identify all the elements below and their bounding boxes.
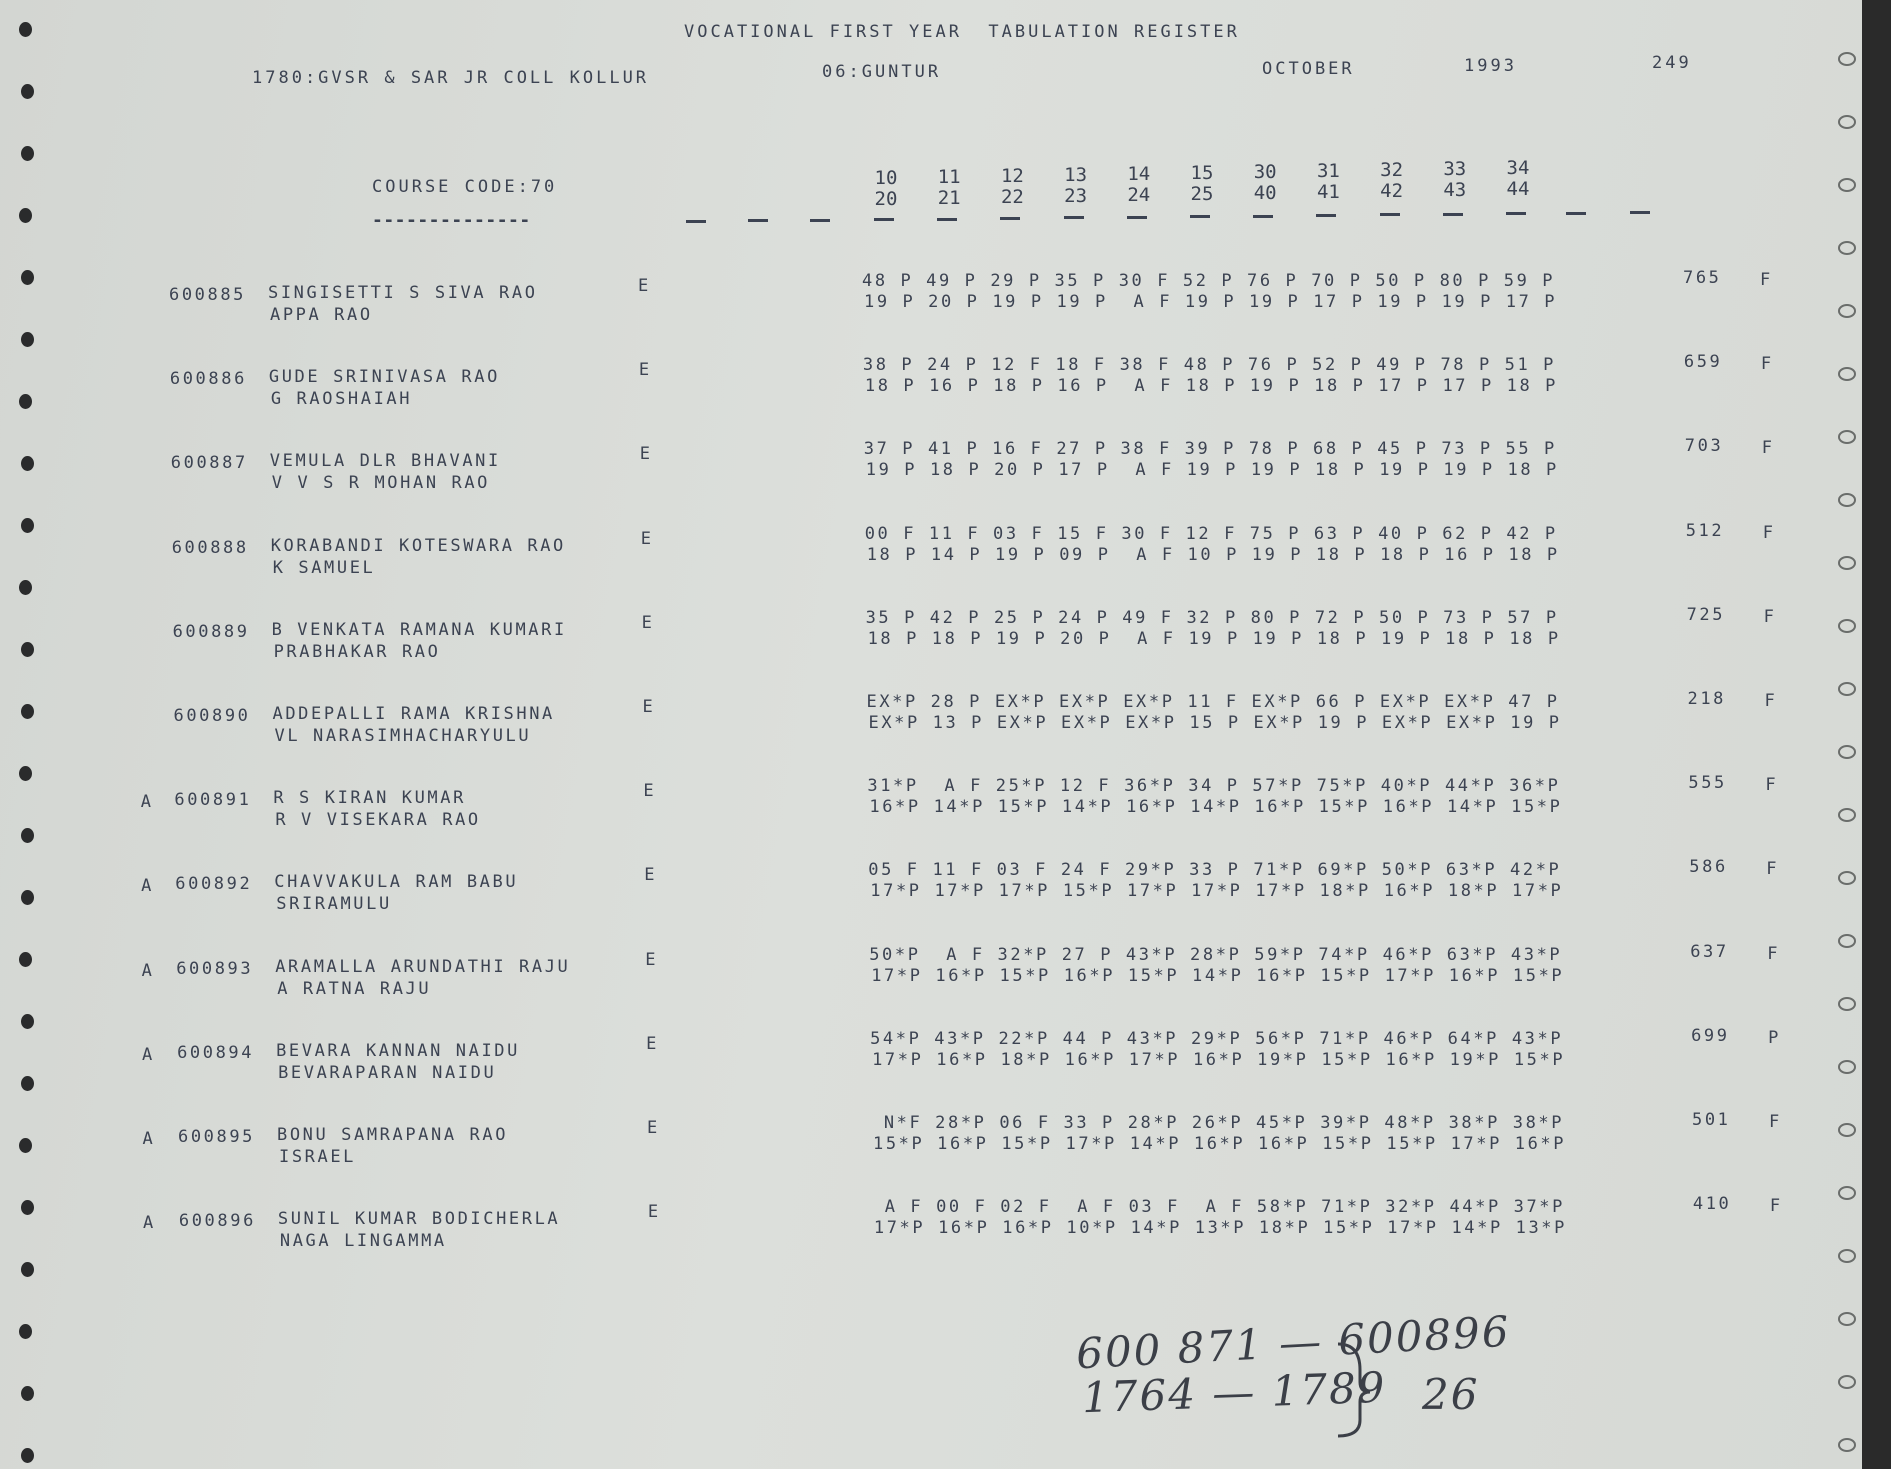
student-name: B VENKATA RAMANA KUMARI [271,619,567,640]
sprocket-hole [21,1448,34,1463]
marks-line-2: 16*P 14*P 15*P 14*P 16*P 14*P 16*P 15*P 16*P 14*P 15*P [869,797,1563,818]
subject-code: 32 [1380,159,1404,181]
roll-number: 600894 [177,1042,255,1063]
sprocket-hole [21,456,34,471]
sprocket-hole [1838,1438,1856,1452]
column-rule [810,219,830,222]
total-marks: 586 [1689,857,1728,878]
sprocket-hole [19,22,32,37]
subject-code: 20 [874,188,898,210]
exam-month: OCTOBER [1262,59,1355,79]
column-rule [1566,212,1586,215]
sprocket-hole [21,518,34,533]
right-sprocket-holes [1838,0,1858,1469]
roll-number: 600889 [172,621,250,642]
subject-code: 14 [1127,163,1151,185]
sprocket-hole [1838,241,1856,255]
column-rule [1506,212,1526,215]
total-marks: 703 [1684,436,1724,457]
result: F [1760,270,1773,290]
sprocket-hole [1838,1123,1856,1137]
result: F [1769,1196,1783,1217]
medium: E [643,781,657,802]
roll-number: 600893 [176,958,254,979]
subject-code: 40 [1253,182,1277,204]
sprocket-hole [21,270,34,285]
medium: E [638,360,652,381]
marks-line-1: 35 P 42 P 25 P 24 P 49 F 32 P 80 P 72 P 50 P 73 P 57 P [865,607,1559,628]
marks-line-2: 17*P 16*P 18*P 16*P 17*P 16*P 19*P 15*P 16*P 19*P 15*P [872,1049,1566,1070]
exam-year: 1993 [1464,56,1517,76]
sprocket-hole [19,1324,32,1339]
sprocket-hole [21,1014,34,1029]
subject-code: 24 [1127,184,1151,206]
sprocket-hole [21,704,34,719]
sprocket-hole [19,766,32,781]
student-name: SUNIL KUMAR BODICHERLA [277,1209,561,1230]
subject-code: 12 [1000,165,1024,187]
medium: E [638,276,651,296]
subject-code: 42 [1380,180,1404,202]
sprocket-hole [1838,934,1856,948]
subject-code: 25 [1190,183,1214,205]
column-rule [686,220,706,223]
absent-flag: A [140,792,154,813]
column-rule [1630,211,1650,214]
student-name: SINGISETTI S SIVA RAO [268,283,538,303]
district-name: 06:GUNTUR [822,62,942,82]
sprocket-hole [1838,52,1856,66]
absent-flag: A [142,1129,156,1149]
roll-number: 600887 [170,453,248,474]
subject-code: 10 [874,167,898,189]
result: F [1765,775,1779,796]
absent-flag: A [141,876,154,897]
medium: E [640,528,654,549]
result: F [1764,691,1778,711]
sprocket-hole [1838,619,1856,633]
marks-line-1: 37 P 41 P 16 F 27 P 38 F 39 P 78 P 68 P 45 P 73 P 55 P [863,439,1557,460]
marks-line-2: 17*P 17*P 17*P 15*P 17*P 17*P 17*P 18*P 16*P 18*P 17*P [870,881,1564,902]
column-rule [748,219,768,222]
marks-line-1: A F 00 F 02 F A F 03 F A F 58*P 71*P 32*P 44*P 37*P [871,1197,1565,1218]
student-name: KORABANDI KOTESWARA RAO [270,535,566,556]
marks-line-1: 48 P 49 P 29 P 35 P 30 F 52 P 76 P 70 P 50 P 80 P 59 P [862,271,1556,291]
column-rule [1190,215,1210,218]
father-name: VL NARASIMHACHARYULU [274,726,532,746]
medium: E [645,949,659,970]
father-name: APPA RAO [270,305,373,325]
sprocket-hole [21,642,34,657]
total-marks: 725 [1686,604,1726,625]
father-name: PRABHAKAR RAO [273,641,441,662]
sprocket-hole [1838,367,1856,381]
total-marks: 555 [1688,773,1727,794]
result: F [1763,606,1777,627]
student-name: CHAVVAKULA RAM BABU [274,872,519,893]
sprocket-hole [1838,115,1856,129]
student-name: VEMULA DLR BHAVANI [269,451,501,472]
father-name: NAGA LINGAMMA [279,1231,447,1252]
roll-number: 600888 [171,537,249,558]
total-marks: 512 [1685,520,1725,541]
sprocket-hole [1838,997,1856,1011]
total-marks: 637 [1690,941,1729,962]
subject-code: 44 [1506,178,1530,200]
sprocket-hole [1838,1375,1856,1389]
marks-line-2: 18 P 14 P 19 P 09 P A F 10 P 19 P 18 P 18 P 16 P 18 P [866,544,1560,565]
sprocket-hole [21,1076,34,1091]
roll-number: 600885 [169,285,247,305]
subject-code: 34 [1506,157,1530,179]
student-name: GUDE SRINIVASA RAO [268,367,500,388]
absent-flag: A [142,1213,156,1234]
medium: E [641,612,655,633]
total-marks: 699 [1691,1025,1730,1046]
marks-line-2: 15*P 16*P 15*P 17*P 14*P 16*P 16*P 15*P 15*P 17*P 16*P [873,1134,1567,1154]
father-name: A RATNA RAJU [277,978,432,999]
column-rule [874,218,894,221]
sprocket-hole [1838,430,1856,444]
sprocket-hole [1838,304,1856,318]
handwritten-brace [1330,1340,1400,1440]
roll-number: 600886 [169,369,247,390]
sprocket-hole [1838,1249,1856,1263]
sprocket-hole [21,828,34,843]
sprocket-hole [1838,1312,1856,1326]
sprocket-hole [1838,682,1856,696]
sprocket-hole [1838,808,1856,822]
marks-line-2: EX*P 13 P EX*P EX*P EX*P 15 P EX*P 19 P EX*P EX*P 19 P [868,713,1562,733]
total-marks: 410 [1692,1194,1732,1215]
father-name: G RAOSHAIAH [270,389,413,410]
total-marks: 218 [1687,689,1727,709]
sprocket-hole [1838,871,1856,885]
father-name: SRIRAMULU [276,894,392,915]
sprocket-hole [21,1200,34,1215]
result: P [1768,1027,1781,1048]
student-name: BEVARA KANNAN NAIDU [276,1040,520,1061]
course-code: COURSE CODE:70 [372,177,558,197]
result: F [1766,859,1780,880]
marks-line-2: 18 P 16 P 18 P 16 P A F 18 P 19 P 18 P 17 P 17 P 18 P [864,376,1558,397]
marks-line-2: 17*P 16*P 16*P 10*P 14*P 13*P 18*P 15*P 17*P 14*P 13*P [873,1218,1567,1239]
student-name: ARAMALLA ARUNDATHI RAJU [275,956,571,977]
roll-number: 600891 [174,790,252,811]
column-rule [1443,213,1463,216]
column-rule [1064,216,1084,219]
subject-code: 15 [1190,162,1214,184]
roll-number: 600892 [175,874,253,895]
marks-line-1: N*F 28*P 06 F 33 P 28*P 26*P 45*P 39*P 48*P 38*P 38*P [871,1113,1565,1133]
register-title: VOCATIONAL FIRST YEAR TABULATION REGISTER [684,22,1240,42]
sprocket-hole [1838,1186,1856,1200]
college-name: 1780:GVSR & SAR JR COLL KOLLUR [252,68,650,88]
sprocket-hole [19,952,32,967]
total-marks: 659 [1683,352,1723,373]
result: F [1769,1112,1782,1132]
subject-code: 11 [937,166,961,188]
subject-code: 23 [1064,185,1088,207]
sprocket-hole [21,890,34,905]
roll-number: 600890 [173,706,251,726]
subject-code: 13 [1064,164,1088,186]
sprocket-hole [1838,493,1856,507]
marks-line-2: 18 P 18 P 19 P 20 P A F 19 P 19 P 18 P 19 P 18 P 18 P [867,628,1561,649]
result: F [1761,438,1775,459]
course-code-underline: -------------- [372,210,531,231]
marks-line-1: 50*P A F 32*P 27 P 43*P 28*P 59*P 74*P 46*P 63*P 43*P [869,944,1563,965]
father-name: ISRAEL [279,1147,357,1167]
father-name: V V S R MOHAN RAO [271,473,490,494]
medium: E [639,444,653,465]
sprocket-hole [1838,556,1856,570]
subject-code: 31 [1316,160,1340,182]
absent-flag: A [142,1044,155,1065]
father-name: BEVARAPARAN NAIDU [278,1062,497,1083]
column-rule [937,218,957,221]
subject-code: 21 [937,187,961,209]
sprocket-hole [1838,1060,1856,1074]
sprocket-hole [21,1386,34,1401]
father-name: K SAMUEL [272,557,376,578]
medium: E [647,1118,660,1138]
column-rule [1253,215,1273,218]
handwritten-serial-range: 1764 — 1789 [1081,1362,1388,1423]
result: F [1762,522,1776,543]
student-name: ADDEPALLI RAMA KRISHNA [272,704,555,724]
total-marks: 501 [1692,1110,1731,1130]
subject-code: 30 [1253,161,1277,183]
marks-line-1: 31*P A F 25*P 12 F 36*P 34 P 57*P 75*P 40*P 44*P 36*P [867,776,1561,797]
handwritten-count: 26 [1422,1370,1480,1419]
roll-number: 600896 [178,1211,256,1232]
subject-code: 33 [1443,158,1467,180]
page-number: 249 [1652,53,1692,73]
marks-line-1: 05 F 11 F 03 F 24 F 29*P 33 P 71*P 69*P 50*P 63*P 42*P [868,860,1562,881]
subject-code: 43 [1443,179,1467,201]
sprocket-hole [21,332,34,347]
father-name: R V VISEKARA RAO [275,810,481,831]
sprocket-hole [1838,745,1856,759]
medium: E [647,1202,661,1223]
left-sprocket-holes [16,0,36,1469]
student-name: BONU SAMRAPANA RAO [277,1125,509,1145]
result: F [1767,943,1781,964]
sprocket-hole [21,84,34,99]
sprocket-hole [21,1262,34,1277]
marks-line-2: 19 P 18 P 20 P 17 P A F 19 P 19 P 18 P 19 P 19 P 18 P [865,460,1559,481]
marks-line-1: EX*P 28 P EX*P EX*P EX*P 11 F EX*P 66 P EX*P EX*P 47 P [866,692,1560,712]
roll-number: 600895 [178,1127,256,1147]
student-name: R S KIRAN KUMAR [273,788,466,809]
subject-code: 41 [1316,181,1340,203]
sprocket-hole [19,208,32,223]
total-marks: 765 [1683,268,1722,288]
column-rule [1127,216,1147,219]
sprocket-hole [19,580,32,595]
handwritten-roll-range: 600 871 — 600896 [1075,1306,1512,1379]
marks-line-1: 54*P 43*P 22*P 44 P 43*P 29*P 56*P 71*P 46*P 64*P 43*P [870,1028,1564,1049]
column-rule [1000,217,1020,220]
result: F [1760,354,1774,375]
sprocket-hole [1838,178,1856,192]
marks-line-1: 38 P 24 P 12 F 18 F 38 F 48 P 76 P 52 P 49 P 78 P 51 P [862,355,1556,376]
medium: E [642,697,656,717]
sprocket-hole [19,1138,32,1153]
medium: E [644,865,658,886]
sprocket-hole [21,146,34,161]
marks-line-1: 00 F 11 F 03 F 15 F 30 F 12 F 75 P 63 P 40 P 62 P 42 P [864,523,1558,544]
medium: E [646,1033,659,1054]
sprocket-hole [19,394,32,409]
absent-flag: A [141,960,155,981]
column-rule [1316,214,1336,217]
column-rule [1380,213,1400,216]
marks-line-2: 17*P 16*P 15*P 16*P 15*P 14*P 16*P 15*P 17*P 16*P 15*P [871,965,1565,986]
subject-code: 22 [1000,186,1024,208]
marks-line-2: 19 P 20 P 19 P 19 P A F 19 P 19 P 17 P 19 P 19 P 17 P [864,292,1558,312]
